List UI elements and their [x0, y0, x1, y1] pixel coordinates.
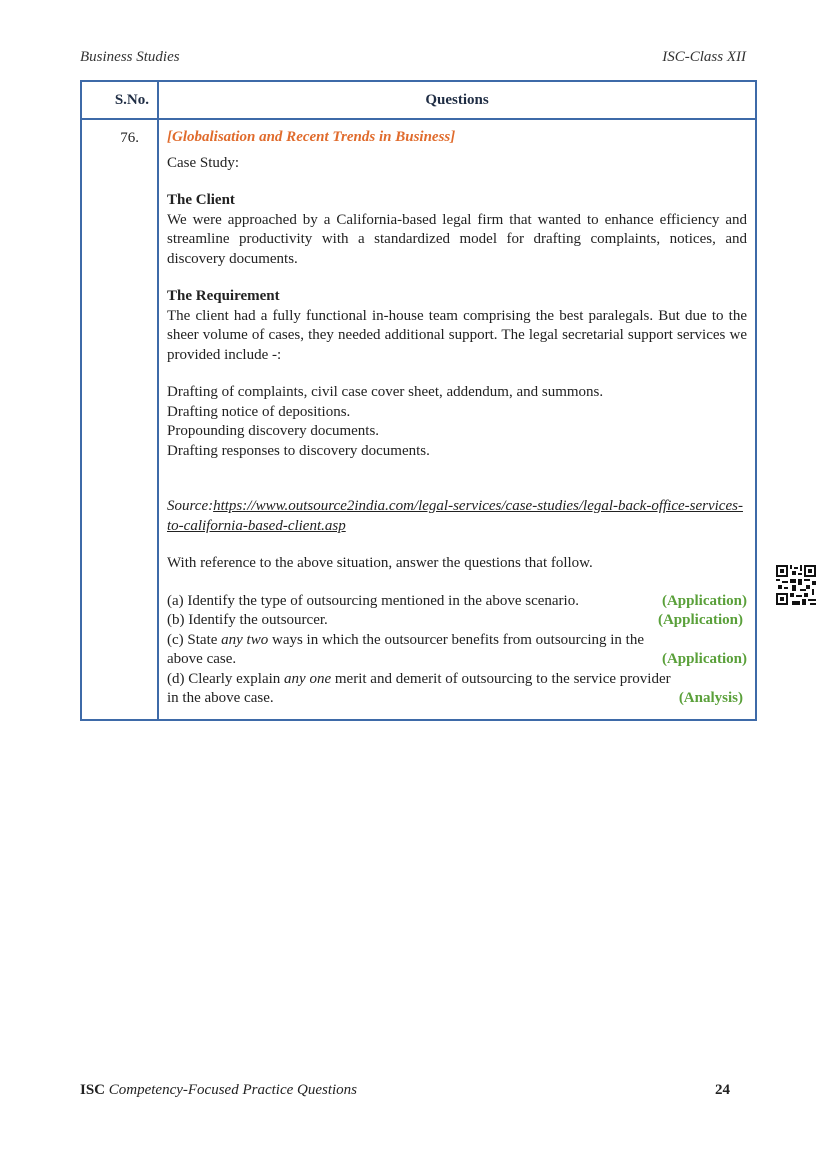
question-c-text: (c) State any two ways in which the outsourcer benefits from outsourcing in the above case.	[167, 631, 644, 667]
footer-subtitle: Competency-Focused Practice Questions	[108, 1082, 358, 1098]
question-content	[158, 119, 756, 720]
question-d-tag: (Analysis)	[678, 690, 743, 706]
requirement-text: The client had a fully functional in-house team comprising the best paralegals. But due to the sheer volume of cases, they needed additional support. The legal secretarial support services we provided include -:	[167, 307, 747, 363]
question-table	[80, 80, 757, 721]
questions-list	[167, 592, 747, 709]
emphasis: any two	[221, 631, 269, 648]
question-c-tag: (Application)	[661, 651, 747, 667]
source-line	[167, 497, 747, 536]
case-study-label: Case Study:	[167, 154, 240, 171]
header-subject: Business Studies	[80, 49, 180, 65]
list-item: Drafting of complaints, civil case cover sheet, addendum, and summons.	[167, 384, 604, 400]
column-header-sno: S.No.	[81, 81, 158, 119]
question-a	[167, 592, 747, 612]
emphasis: any one	[284, 670, 332, 687]
footer-title	[80, 1082, 357, 1099]
client-heading: The Client	[167, 192, 235, 208]
client-text: We were approached by a California-based legal firm that wanted to enhance efficiency and streamline productivity with a standardized model for drafting complaints, notices, and discovery documents.	[167, 211, 747, 267]
question-d	[167, 670, 747, 709]
question-d-text: (d) Clearly explain any one merit and demerit of outsourcing to the service provider in the above case.	[167, 670, 671, 706]
list-item: Propounding discovery documents.	[167, 423, 380, 439]
question-b	[167, 611, 747, 631]
source-link[interactable]: https://www.outsource2india.com/legal-services/case-studies/legal-back-office-services-to-california-based-client.asp	[167, 498, 743, 534]
table-header-row	[81, 81, 756, 119]
question-a-tag: (Application)	[661, 592, 747, 609]
question-number: 76.	[81, 119, 158, 720]
question-a-text: (a) Identify the type of outsourcing mentioned in the above scenario.	[167, 592, 579, 609]
qr-code-icon[interactable]	[776, 565, 816, 605]
footer-brand: ISC	[80, 1082, 106, 1098]
question-c	[167, 631, 747, 670]
table-row	[81, 119, 756, 720]
column-header-questions: Questions	[158, 81, 756, 119]
question-b-text: (b) Identify the outsourcer.	[167, 612, 328, 628]
list-item: Drafting notice of depositions.	[167, 403, 351, 420]
list-item: Drafting responses to discovery documents.	[167, 442, 430, 459]
services-list	[167, 383, 747, 461]
page-number: 24	[715, 1082, 730, 1098]
header-class: ISC-Class XII	[662, 49, 746, 65]
topic-title: [Globalisation and Recent Trends in Business]	[167, 129, 456, 145]
question-b-tag: (Application)	[657, 612, 743, 628]
instruction-text: With reference to the above situation, answer the questions that follow.	[167, 555, 593, 571]
requirement-heading: The Requirement	[167, 288, 280, 304]
source-label: Source:	[167, 498, 214, 514]
